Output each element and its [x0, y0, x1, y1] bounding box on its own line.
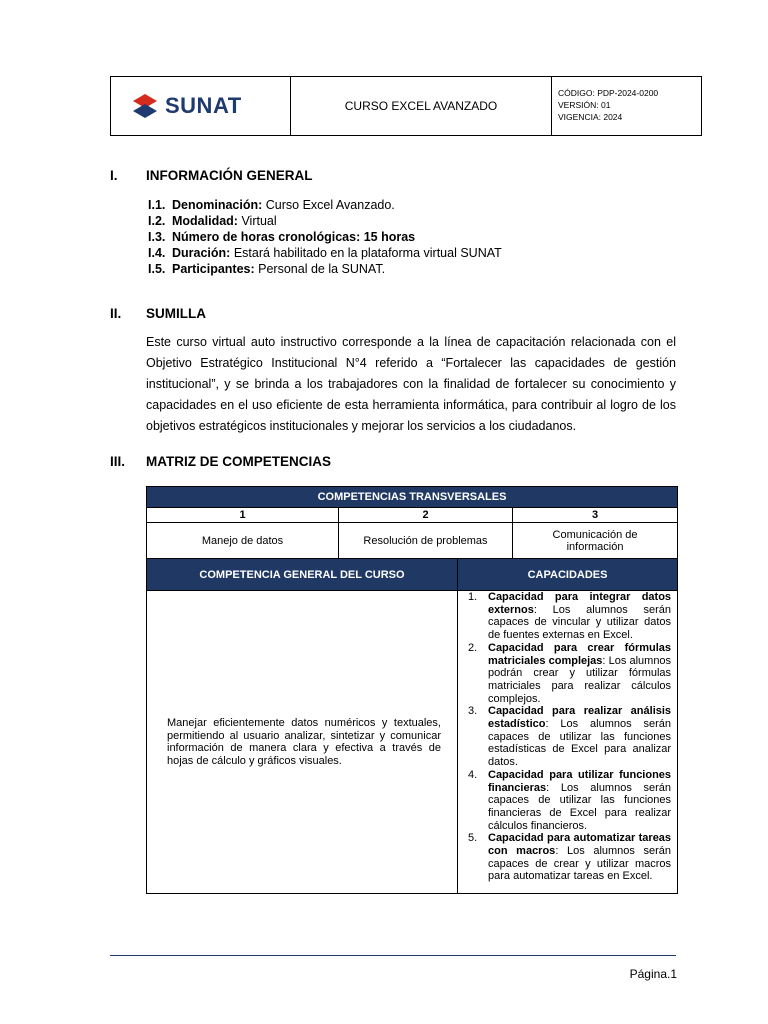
- info-item: I.2. Modalidad: Virtual: [148, 214, 277, 228]
- info-item: I.5. Participantes: Personal de la SUNAT.: [148, 262, 386, 276]
- transversal-num: 3: [513, 508, 678, 523]
- sunat-logo: [111, 77, 291, 135]
- capacities-cell: [458, 591, 678, 894]
- logo-text: SUNAT: [165, 93, 242, 118]
- section-heading-general: I. INFORMACIÓN GENERAL: [110, 168, 313, 183]
- transversal-competency: Manejo de datos: [147, 523, 339, 559]
- capacity-item: 2. Capacidad para crear fórmulas matriciales complejas: Los alumnos podrán crear y utilizar fórmulas matriciales para realizar cálculos complejos.: [468, 641, 672, 705]
- document-meta: [552, 77, 701, 135]
- info-item: I.1. Denominación: Curso Excel Avanzado.: [148, 198, 395, 212]
- course-title: CURSO EXCEL AVANZADO: [291, 77, 552, 135]
- transversal-num: 1: [147, 508, 339, 523]
- section-heading-sumilla: II. SUMILLA: [110, 306, 206, 321]
- transversal-header: COMPETENCIAS TRANSVERSALES: [147, 487, 678, 508]
- general-competency-text: Manejar eficientemente datos numéricos y textuales, permitiendo al usuario analizar, sintetizar y comunicar información de manera clara y efectiva a través de hojas de cálculo y gráficos visuales.: [147, 591, 458, 894]
- transversal-num: 2: [339, 508, 513, 523]
- document-header: [110, 76, 702, 136]
- document-version: VERSIÓN: 01: [558, 100, 611, 110]
- capacities-list: [458, 591, 677, 883]
- general-info-list: [148, 197, 502, 277]
- sunat-logo-icon: [129, 91, 161, 121]
- info-item: I.3. Número de horas cronológicas: 15 horas: [148, 230, 416, 244]
- transversal-competency: Resolución de problemas: [339, 523, 513, 559]
- section-heading-matrix: III. MATRIZ DE COMPETENCIAS: [110, 454, 331, 469]
- transversal-competency: Comunicación de información: [513, 523, 678, 559]
- capacity-item: 4. Capacidad para utilizar funciones financieras: Los alumnos serán capaces de utilizar las funciones financieras de Excel para realizar cálculos financieros.: [468, 768, 672, 832]
- competency-matrix-table: [146, 486, 678, 894]
- capacity-item: 1. Capacidad para integrar datos externos: Los alumnos serán capaces de vincular y utilizar datos de fuentes externas en Excel.: [468, 591, 672, 642]
- info-item: I.4. Duración: Estará habilitado en la plataforma virtual SUNAT: [148, 246, 502, 260]
- capacity-item: 5. Capacidad para automatizar tareas con macros: Los alumnos serán capaces de crear y utilizar macros para automatizar tareas en Excel.: [468, 832, 672, 883]
- document-code: CÓDIGO: PDP-2024-0200: [558, 88, 659, 98]
- capacities-header: CAPACIDADES: [458, 559, 678, 591]
- document-validity: VIGENCIA: 2024: [558, 112, 623, 122]
- page-number: Página.1: [629, 967, 677, 981]
- general-competency-header: COMPETENCIA GENERAL DEL CURSO: [147, 559, 458, 591]
- capacity-item: 3. Capacidad para realizar análisis estadístico: Los alumnos serán capaces de utilizar las funciones estadísticas de Excel para analizar datos.: [468, 705, 672, 769]
- footer-divider: [110, 955, 676, 956]
- sumilla-paragraph: Este curso virtual auto instructivo corresponde a la línea de capacitación relacionada con el Objetivo Estratégico Institucional N°4 referido a “Fortalecer las capacidades de gestión institucional”, y se brinda a los trabajadores con la finalidad de fortalecer su conocimiento y capacidades en el uso eficiente de esta herramienta informática, para contribuir al logro de los objetivos estratégicos institucionales y mejorar los servicios a los ciudadanos.: [146, 335, 676, 433]
